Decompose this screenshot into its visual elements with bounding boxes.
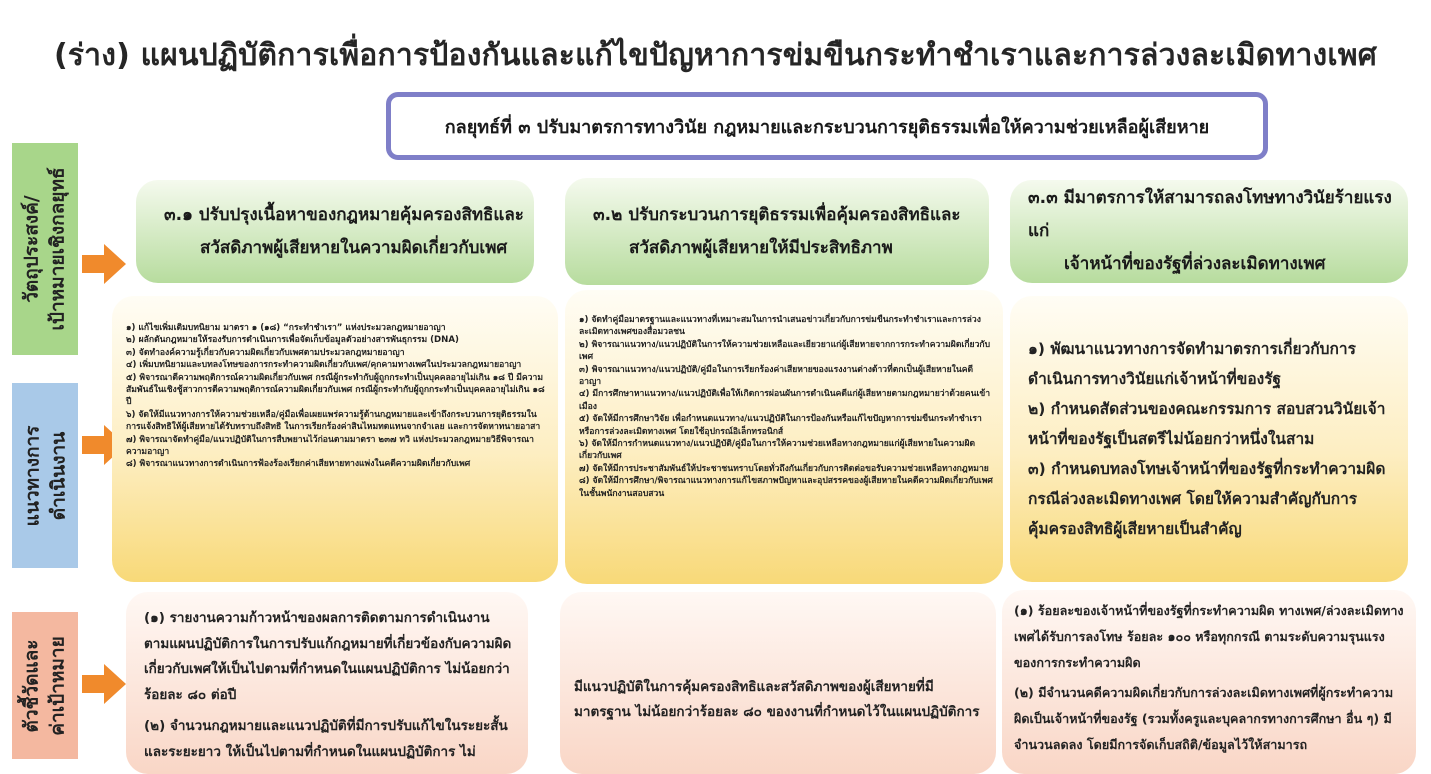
goal-title-line2: สวัสดิภาพผู้เสียหายในความผิดเกี่ยวกับเพศ: [200, 237, 508, 258]
guideline-item: ๕) พิจารณาตีความพฤติการณ์ความผิดเกี่ยวกับเพศ กรณีผู้กระทำกับผู้ถูกกระทำเป็นบุคคลอายุไม่เกิน ๑๘ ปี มีความสัมพันธ์ในเชิงชู้สาวการตีความพฤติการณ์ความผิดเกี่ยวกับเพศ กรณีผู้กระทำกับผู้ถูกกระทำเป็นบุคคลอายุไม่เกิน ๑๘ ปี: [126, 372, 545, 408]
strategy-banner: กลยุทธ์ที่ ๓ ปรับมาตรการทางวินัย กฎหมายและกระบวนการยุติธรรมเพื่อให้ความช่วยเหลือผู้เสียหาย: [386, 92, 1268, 160]
guideline-item: ๕) จัดให้มีการศึกษาวิจัย เพื่อกำหนดแนวทาง/แนวปฏิบัติในการป้องกันหรือแก้ไขปัญหาการข่มขืนกระทำชำเราหรือการล่วงละเมิดทางเพศ โดยใช้อุปกรณ์อิเล็กทรอนิกส์: [579, 414, 982, 437]
side-label-indicator-text: ตัวชี้วัดและ ค่าเป้าหมาย: [21, 635, 70, 736]
guideline-item: ๖) จัดให้มีการกำหนดแนวทาง/แนวปฏิบัติ/คู่มือในการให้ความช่วยเหลือทางกฎหมายแก่ผู้เสียหายในความผิดเกี่ยวกับเพศ: [579, 439, 976, 462]
guideline-box-1: [112, 296, 558, 582]
indicator-box-2: [560, 592, 996, 774]
indicator-item: (๒) มีจำนวนคดีความผิดเกี่ยวกับการล่วงละเมิดทางเพศที่ผู้กระทำความผิดเป็นเจ้าหน้าที่ของรัฐ (รวมทั้งครูและบุคลากรทางการศึกษา อื่น ๆ) มีจำนวนลดลง โดยมีการจัดเก็บสถิติ/ข้อมูลไว้ให้สามารถ: [1014, 685, 1394, 752]
goal-title-line1: ๓.๑ ปรับปรุงเนื้อหาของกฎหมายคุ้มครองสิทธิและ: [164, 204, 524, 225]
guideline-item: ๗) จัดให้มีการประชาสัมพันธ์ให้ประชาชนทราบโดยทั่วถึงกันเกี่ยวกับการติดต่อขอรับความช่วยเหลือทางกฎหมาย: [579, 463, 989, 474]
goal-box-3-3: [1010, 180, 1408, 283]
guideline-item: ๗) พิจารณาจัดทำคู่มือ/แนวปฏิบัติในการสืบพยานไว้ก่อนตามมาตรา ๒๓๗ ทวิ แห่งประมวลกฎหมายวิธีพิจารณาความอาญา: [126, 434, 534, 458]
indicator-item: (๒) จำนวนกฎหมายและแนวปฏิบัติที่มีการปรับแก้ไขในระยะสั้นและระยะยาว ให้เป็นไปตามที่กำหนดในแผนปฏิบัติการ ไม่: [144, 718, 508, 760]
guideline-item: ๔) มีการศึกษาหาแนวทาง/แนวปฏิบัติเพื่อให้เกิดการผ่อนผันการดำเนินคดีแก่ผู้เสียหายตามกฎหมายว่าด้วยคนเข้าเมือง: [579, 389, 991, 412]
guideline-item: ๒) พิจารณาแนวทาง/แนวปฏิบัติในการให้ความช่วยเหลือและเยียวยาแก่ผู้เสียหายจากการกระทำความผิดเกี่ยวกับเพศ: [579, 339, 991, 363]
guideline-item: ๓) พิจารณาแนวทาง/แนวปฏิบัติ/คู่มือในการเรียกร้องค่าเสียหายของแรงงานต่างด้าวที่ตกเป็นผู้เสียหายในคดีอาญา: [579, 364, 974, 388]
indicator-box-1: [126, 592, 528, 774]
guideline-item: ๘) พิจารณาแนวทางการดำเนินการฟ้องร้องเรียกค่าเสียหายทางแพ่งในคดีความผิดเกี่ยวกับเพศ: [126, 459, 471, 470]
guideline-item: ๑) แก้ไขเพิ่มเติมบทนิยาม มาตรา ๑ (๑๘) “กระทำชำเรา” แห่งประมวลกฎหมายอาญา: [126, 323, 446, 333]
guideline-box-3: [1010, 296, 1408, 582]
guideline-item: ๒) ผลักดันกฎหมายให้รองรับการดำเนินการเพื่อจัดเก็บข้อมูลตัวอย่างสารพันธุกรรม (DNA): [126, 335, 459, 346]
goal-title-line1: ๓.๒ ปรับกระบวนการยุติธรรมเพื่อคุ้มครองสิทธิและ: [593, 204, 961, 225]
guideline-item: ๓) กำหนดบทลงโทษเจ้าหน้าที่ของรัฐที่กระทำความผิดกรณีล่วงละเมิดทางเพศ โดยให้ความสำคัญกับการคุ้มครองสิทธิผู้เสียหายเป็นสำคัญ: [1028, 460, 1386, 538]
side-label-guideline: [12, 383, 78, 568]
guideline-box-2: [565, 290, 1003, 584]
side-label-guideline-text: แนวทางการ ดำเนินงาน: [21, 425, 70, 526]
guideline-item: ๔) เพิ่มบทนิยามและบทลงโทษของการกระทำความผิดเกี่ยวกับเพศ/คุกคามทางเพศในประมวลกฎหมายอาญา: [126, 360, 522, 371]
indicator-box-3: [1002, 590, 1416, 774]
page-title: (ร่าง) แผนปฏิบัติการเพื่อการป้องกันและแก้ไขปัญหาการข่มขืนกระทำชำเราและการล่วงละเมิดทางเพศ: [53, 38, 1378, 73]
guideline-item: ๑) จัดทำคู่มือมาตรฐานและแนวทางที่เหมาะสมในการนำเสนอข่าวเกี่ยวกับการข่มขืนกระทำชำเราและการล่วงละเมิดทางเพศของสื่อมวลชน: [579, 315, 981, 338]
goal-box-3-2: [565, 178, 989, 285]
goal-title-line2: เจ้าหน้าที่ของรัฐที่ล่วงละเมิดทางเพศ: [1064, 254, 1326, 274]
side-label-indicator: [12, 612, 78, 759]
guideline-item: ๓) จัดทำองค์ความรู้เกี่ยวกับความผิดเกี่ยวกับเพศตามประมวลกฎหมายอาญา: [126, 347, 405, 358]
guideline-item: ๘) จัดให้มีการศึกษา/พิจารณาแนวทางการแก้ไขสภาพปัญหาและอุปสรรคของผู้เสียหายในคดีความผิดเกี่ยวกับเพศในชั้นพนักงานสอบสวน: [579, 476, 993, 499]
goal-box-3-1: [136, 180, 534, 283]
guideline-item: ๒) กำหนดสัดส่วนของคณะกรรมการ สอบสวนวินัยเจ้าหน้าที่ของรัฐเป็นสตรีไม่น้อยกว่าหนึ่งในสาม: [1028, 400, 1386, 448]
indicator-item: มีแนวปฏิบัติในการคุ้มครองสิทธิและสวัสดิภาพของผู้เสียหายที่มีมาตรฐาน ไม่น้อยกว่าร้อยละ ๘๐ ของงานที่กำหนดไว้ในแผนปฏิบัติการ: [574, 678, 980, 720]
side-label-objective-text: วัตถุประสงค์/ เป้าหมายเชิงกลยุทธ์: [21, 167, 69, 331]
indicator-item: (๑) ร้อยละของเจ้าหน้าที่ของรัฐที่กระทำความผิด ทางเพศ/ล่วงละเมิดทางเพศได้รับการลงโทษ ร้อยละ ๑๐๐ หรือทุกกรณี ตามระดับความรุนแรงของการกระทำความผิด: [1014, 603, 1404, 670]
goal-title-line1: ๓.๓ มีมาตรการให้สามารถลงโทษทางวินัยร้ายแรงแก่: [1028, 188, 1392, 241]
indicator-item: (๑) รายงานความก้าวหน้าของผลการติดตามการดำเนินงานตามแผนปฏิบัติการในการปรับแก้กฎหมายที่เกี่ยวข้องกับความผิดเกี่ยวกับเพศให้เป็นไปตามที่กำหนดในแผนปฏิบัติการ ไม่น้อยกว่าร้อยละ ๘๐ ต่อปี: [144, 610, 512, 703]
arrow-right-icon: [82, 664, 126, 704]
goal-title-line2: สวัสดิภาพผู้เสียหายให้มีประสิทธิภาพ: [629, 237, 893, 258]
guideline-item: ๖) จัดให้มีแนวทางการให้ความช่วยเหลือ/คู่มือเพื่อเผยแพร่ความรู้ด้านกฎหมายและเข้าถึงกระบวนการยุติธรรมในการแจ้งสิทธิให้ผู้เสียหายได้รับทราบถึงสิทธิ ในการเรียกร้องค่าสินไหมทดแทนจากจำเลย และการจัดหาทนายอาสา: [126, 409, 541, 433]
side-label-objective: [12, 143, 78, 355]
guideline-item: ๑) พัฒนาแนวทางการจัดทำมาตรการเกี่ยวกับการดำเนินการทางวินัยแก่เจ้าหน้าที่ของรัฐ: [1028, 340, 1356, 388]
arrow-right-icon: [82, 244, 126, 284]
